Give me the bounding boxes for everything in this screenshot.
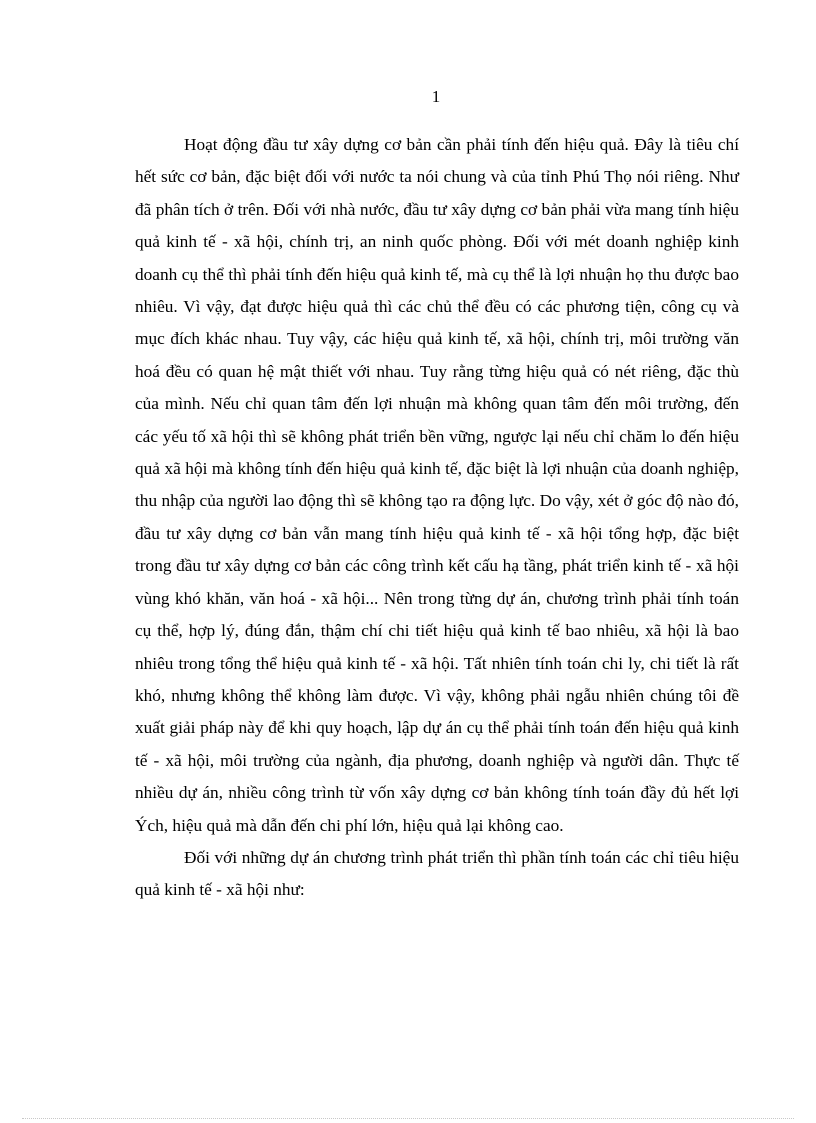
body-text [135, 129, 739, 907]
paragraph-investment-efficiency: Hoạt động đầu tư xây dựng cơ bản cần phải tính đến hiệu quả. Đây là tiêu chí hết sức cơ bản, đặc biệt đối với nước ta nói chung và của tỉnh Phú Thọ nói riêng. Như đã phân tích ở trên. Đối với nhà nước, đầu tư xây dựng cơ bản phải vừa mang tính hiệu quả kinh tế - xã hội, chính trị, an ninh quốc phòng. Đối với mét doanh nghiệp kinh doanh cụ thể thì phải tính đến hiệu quả kinh tế, mà cụ thể là lợi nhuận họ thu được bao nhiêu. Vì vậy, đạt được hiệu quả thì các chủ thể đều có các phương tiện, công cụ và mục đích khác nhau. Tuy vậy, các hiệu quả kinh tế, xã hội, chính trị, môi trường văn hoá đều có quan hệ mật thiết với nhau. Tuy rằng từng hiệu quả có nét riêng, đặc thù của mình. Nếu chỉ quan tâm đến lợi nhuận mà không quan tâm đến môi trường, đến các yếu tố xã hội thì sẽ không phát triển bền vững, ngược lại nếu chỉ chăm lo đến hiệu quả xã hội mà không tính đến hiệu quả kinh tế, đặc biệt là lợi nhuận của doanh nghiệp, thu nhập của người lao động thì sẽ không tạo ra động lực. Do vậy, xét ở góc độ nào đó, đầu tư xây dựng cơ bản vẫn mang tính hiệu quả kinh tế - xã hội tổng hợp, đặc biệt trong đầu tư xây dựng cơ bản các công trình kết cấu hạ tầng, phát triển kinh tế - xã hội vùng khó khăn, văn hoá - xã hội... Nên trong từng dự án, chương trình phải tính toán cụ thể, hợp lý, đúng đắn, thậm chí chi tiết hiệu quả kinh tế bao nhiêu, xã hội là bao nhiêu trong tổng thể hiệu quả kinh tế - xã hội. Tất nhiên tính toán chi ly, chi tiết là rất khó, nhưng không thể không làm được. Vì vậy, không phải ngẫu nhiên chúng tôi đề xuất giải pháp này để khi quy hoạch, lập dự án cụ thể phải tính toán đến hiệu quả kinh tế - xã hội, môi trường của ngành, địa phương, doanh nghiệp và người dân. Thực tế nhiều dự án, nhiều công trình từ vốn xây dựng cơ bản không tính toán đầy đủ hết lợi Ých, hiệu quả mà dẫn đến chi phí lớn, hiệu quả lại không cao. [135, 135, 739, 835]
page-bottom-divider [22, 1118, 794, 1119]
page-number: 1 [431, 87, 441, 106]
paragraph-socioeconomic-indicators: Đối với những dự án chương trình phát triển thì phần tính toán các chỉ tiêu hiệu quả kinh tế - xã hội như: [135, 847, 739, 900]
